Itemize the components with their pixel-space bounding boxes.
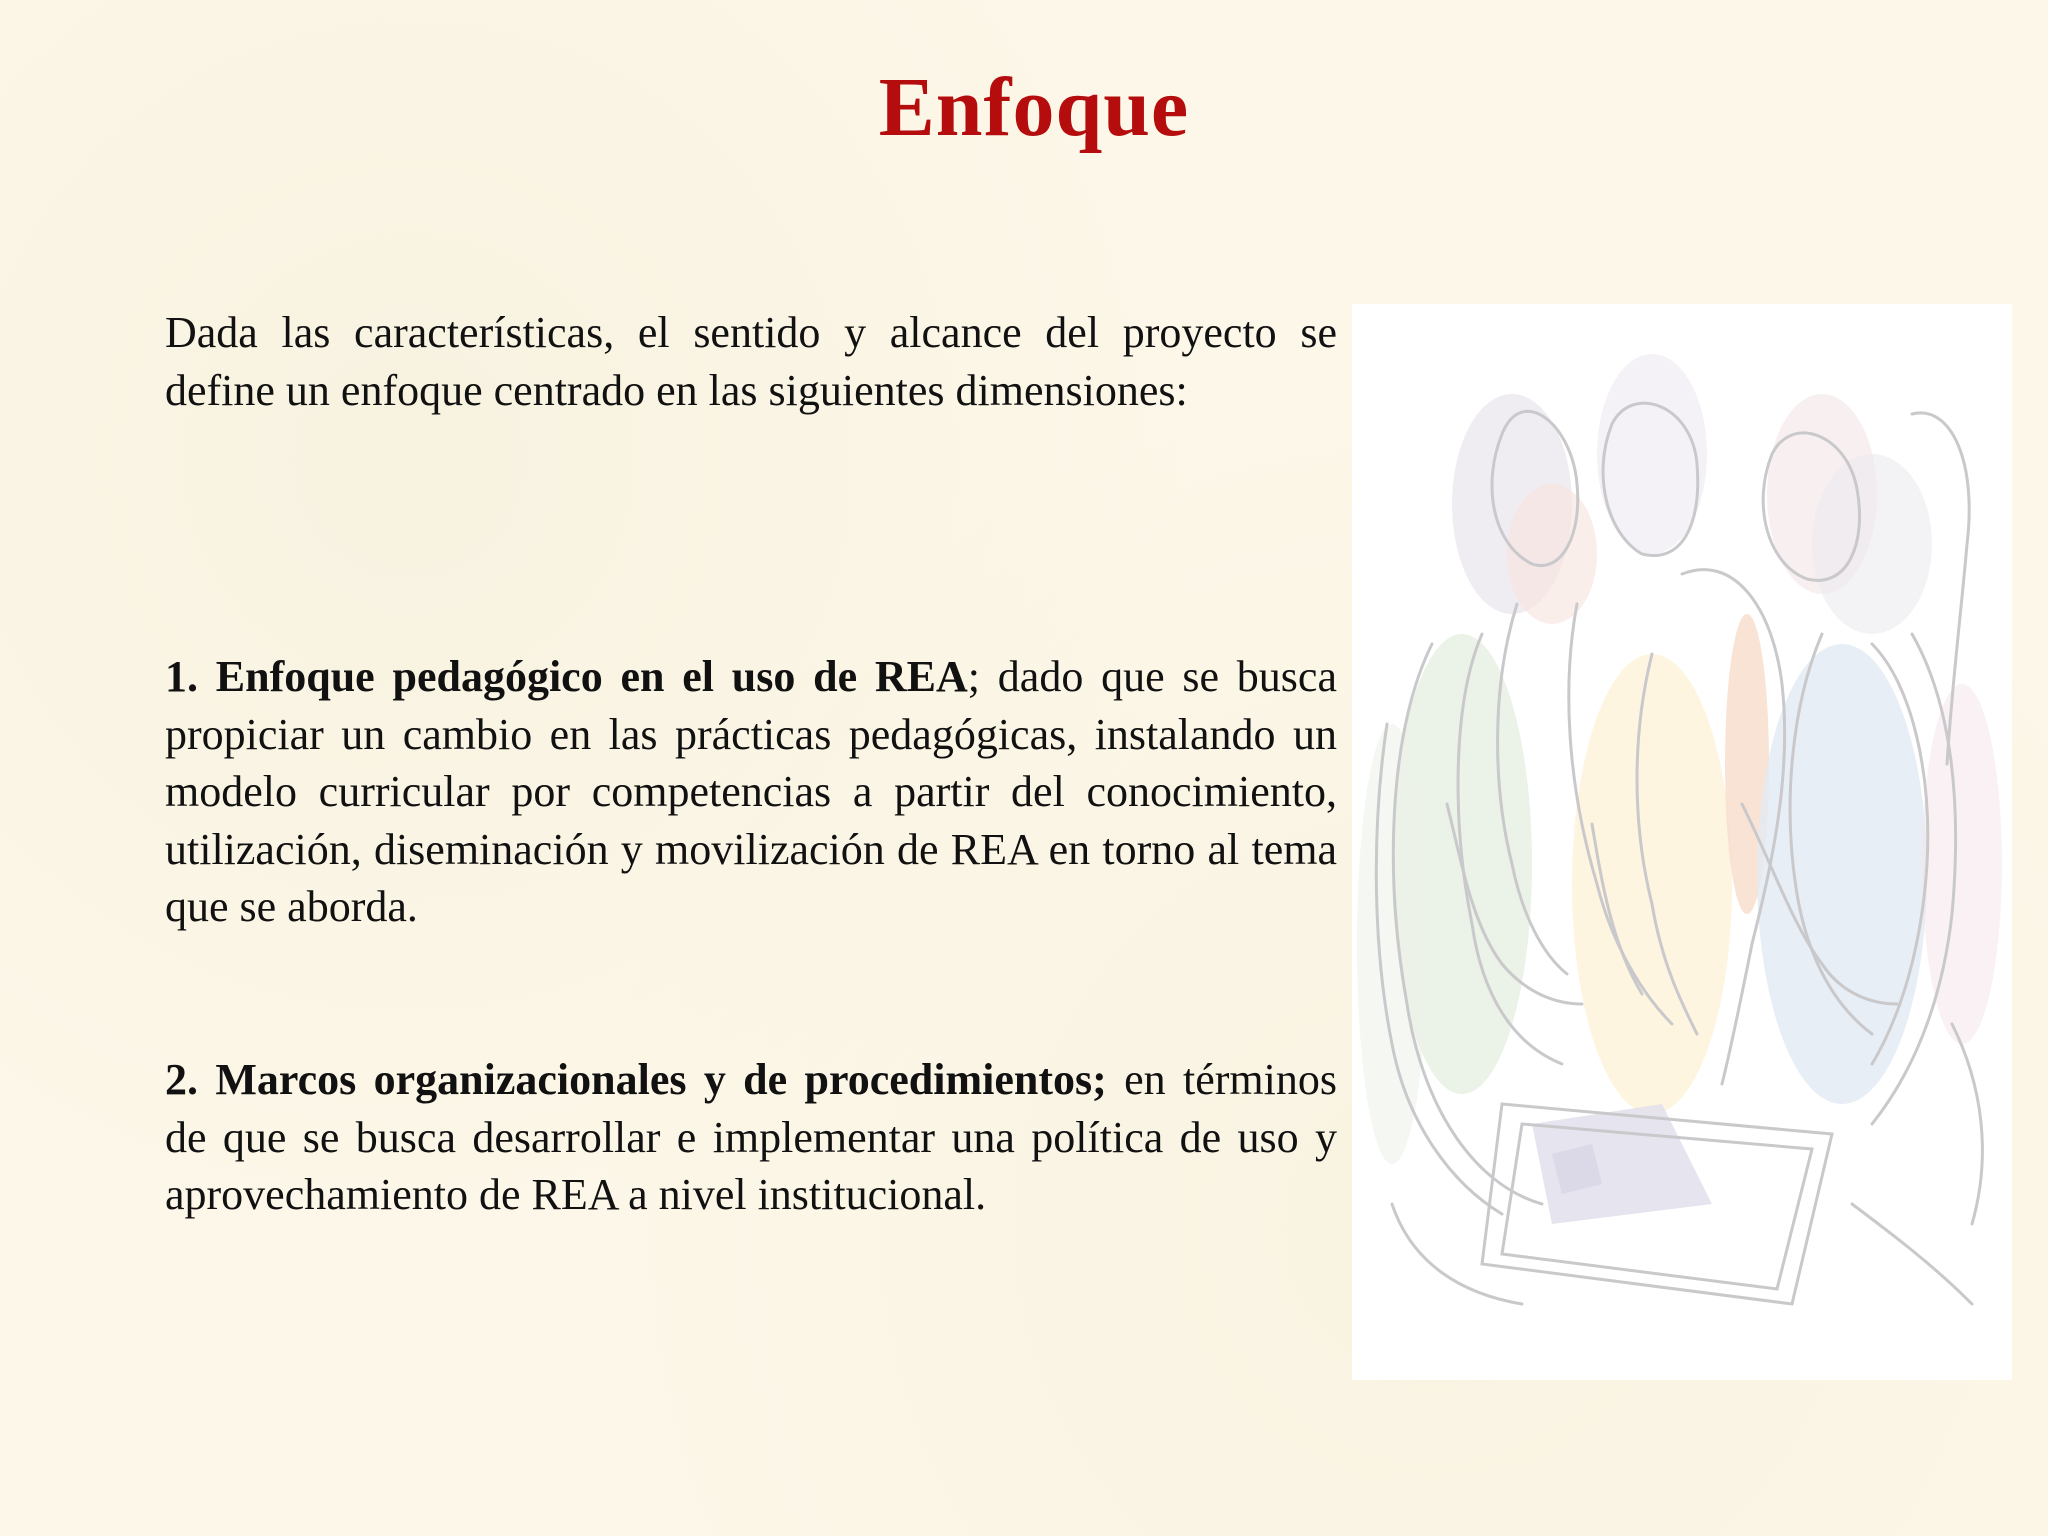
dimension-item-1 (165, 648, 1337, 936)
intro-text: Dada las características, el sentido y alcance del proyecto se define un enfoque centrado en las siguientes dimensiones: (165, 308, 1337, 415)
slide-title: Enfoque (878, 61, 1190, 154)
dimension-item-2-text: en términos de que se busca desarrollar e implementar una política de uso y aprovechamiento de REA a nivel institucional. (165, 1055, 1337, 1219)
dimension-item-1-lead: 1. Enfoque pedagógico en el uso de REA (165, 652, 968, 701)
dimension-item-2 (165, 1051, 1337, 1224)
people-sketch-illustration (1352, 304, 2012, 1380)
people-sketch-icon (1352, 304, 2012, 1380)
dimension-item-1-text: ; dado que se busca propiciar un cambio en las prácticas pedagógicas, instalando un modelo curricular por competencias a partir del conocimiento, utilización, diseminación y movilización de REA en torno al tema que se aborda. (165, 652, 1337, 931)
dimension-item-2-lead: 2. Marcos organizacionales y de procedimientos; (165, 1055, 1107, 1104)
intro-paragraph (165, 304, 1337, 419)
